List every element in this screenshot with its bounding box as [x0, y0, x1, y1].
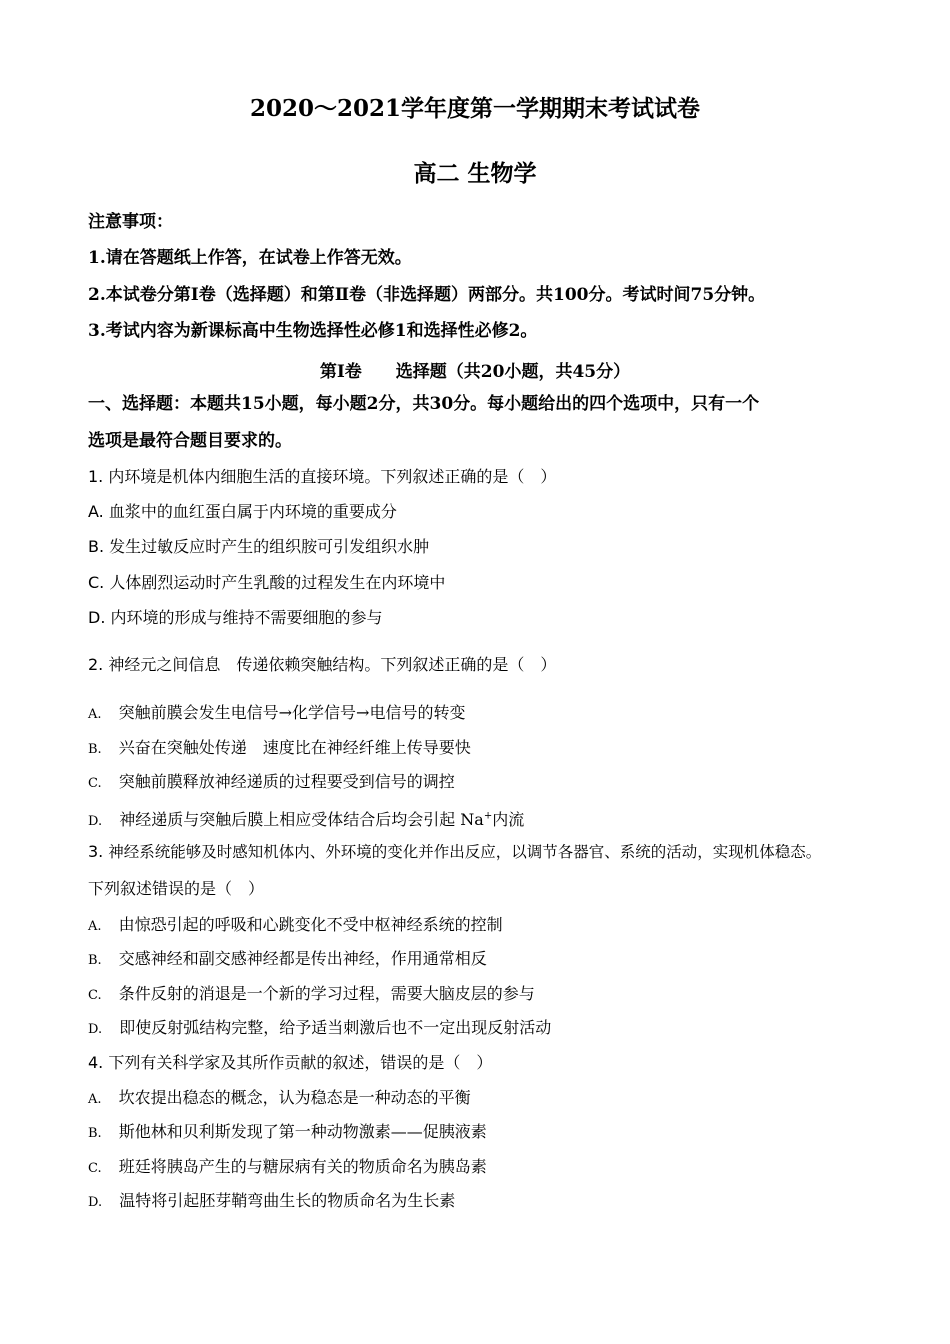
- question-stem: 下列有关科学家及其所作贡献的叙述，错误的是（ ）: [108, 1053, 493, 1072]
- option-text: 内环境的形成与维持不需要细胞的参与: [110, 608, 383, 627]
- option-a: [88, 702, 465, 726]
- option-c: [88, 1156, 487, 1180]
- option-letter: C.: [88, 988, 102, 1003]
- option-text: 条件反射的消退是一个新的学习过程，需要大脑皮层的参与: [118, 984, 535, 1003]
- option-letter: A.: [88, 919, 102, 934]
- question-number: 3.: [88, 842, 104, 861]
- option-text: 坎农提出稳态的概念，认为稳态是一种动态的平衡: [118, 1088, 471, 1107]
- option-letter: A.: [88, 1092, 102, 1107]
- note-item: 3.考试内容为新课标高中生物选择性必修1和选择性必修2。: [88, 321, 538, 341]
- option-letter: B.: [88, 742, 102, 757]
- option-a: [88, 501, 397, 523]
- question-number: 1.: [88, 467, 104, 486]
- option-letter: C.: [88, 776, 102, 791]
- option-b: [88, 948, 487, 972]
- exam-title: 2020～2021学年度第一学期期末考试试卷: [249, 95, 701, 122]
- option-text: 人体剧烈运动时产生乳酸的过程发生在内环境中: [109, 573, 446, 592]
- option-d: [88, 1017, 551, 1041]
- option-text: 班廷将胰岛产生的与糖尿病有关的物质命名为胰岛素: [118, 1157, 487, 1176]
- option-text: 温特将引起胚芽鞘弯曲生长的物质命名为生长素: [119, 1191, 456, 1210]
- option-text: 发生过敏反应时产生的组织胺可引发组织水肿: [109, 537, 430, 556]
- question-4: [88, 1052, 492, 1074]
- option-text: 斯他林和贝利斯发现了第一种动物激素——促胰液素: [118, 1122, 487, 1141]
- option-text: 交感神经和副交感神经都是传出神经，作用通常相反: [118, 949, 487, 968]
- option-letter: B.: [88, 537, 105, 556]
- question-1: [88, 466, 556, 488]
- option-text: 由惊恐引起的呼吸和心跳变化不受中枢神经系统的控制: [118, 915, 503, 934]
- option-b: [88, 737, 471, 761]
- option-letter: D.: [88, 814, 103, 830]
- option-letter: D.: [88, 1022, 103, 1037]
- option-letter: C.: [88, 573, 105, 592]
- option-b: [88, 536, 429, 558]
- section-instruction: 选项是最符合题目要求的。: [88, 431, 292, 451]
- question-stem: 神经元之间信息 传递依赖突触结构。下列叙述正确的是（ ）: [108, 655, 557, 674]
- subject-title: 高二 生物学: [413, 160, 537, 187]
- question-3: [88, 841, 821, 863]
- question-number: 4.: [88, 1053, 104, 1072]
- option-letter: D.: [88, 1195, 103, 1210]
- option-letter: A.: [88, 707, 102, 722]
- question-stem-continued: 下列叙述错误的是（ ）: [88, 879, 265, 898]
- notes-heading: 注意事项：: [88, 212, 173, 232]
- option-text-part: 内流: [492, 810, 525, 830]
- option-text: [119, 810, 524, 829]
- option-d: [88, 607, 383, 629]
- option-letter: A.: [88, 502, 104, 521]
- question-stem: 神经系统能够及时感知机体内、外环境的变化并作出反应，以调节各器官、系统的活动，实现机体稳态。: [108, 843, 822, 861]
- option-c: [88, 983, 535, 1007]
- question-stem: 内环境是机体内细胞生活的直接环境。下列叙述正确的是（ ）: [108, 467, 557, 486]
- option-text: 突触前膜会发生电信号→化学信号→电信号的转变: [118, 703, 466, 722]
- option-a: [88, 1087, 471, 1111]
- section-title: 第Ⅰ卷 选择题（共20小题，共45分）: [319, 362, 631, 382]
- option-d: [88, 806, 524, 833]
- note-item: 2.本试卷分第Ⅰ卷（选择题）和第Ⅱ卷（非选择题）两部分。共100分。考试时间75分钟。: [88, 285, 766, 305]
- option-letter: D.: [88, 608, 106, 627]
- note-item: 1.请在答题纸上作答，在试卷上作答无效。: [88, 248, 412, 268]
- option-a: [88, 914, 503, 938]
- option-c: [88, 771, 455, 795]
- option-letter: B.: [88, 1126, 102, 1141]
- option-letter: C.: [88, 1161, 102, 1176]
- superscript: +: [483, 811, 493, 822]
- option-b: [88, 1121, 487, 1145]
- option-c: [88, 572, 445, 594]
- section-instruction: 一、选择题：本题共15小题，每小题2分，共30分。每小题给出的四个选项中，只有一个: [88, 394, 760, 414]
- option-text-part: 神经递质与突触后膜上相应受体结合后均会引起 Na: [119, 810, 484, 830]
- question-2: [88, 654, 556, 676]
- option-text: 兴奋在突触处传递 速度比在神经纤维上传导要快: [118, 738, 471, 757]
- option-d: [88, 1190, 455, 1214]
- option-text: 血浆中的血红蛋白属于内环境的重要成分: [108, 502, 397, 521]
- option-letter: B.: [88, 953, 102, 968]
- option-text: 即使反射弧结构完整，给予适当刺激后也不一定出现反射活动: [119, 1018, 552, 1037]
- option-text: 突触前膜释放神经递质的过程要受到信号的调控: [118, 772, 455, 791]
- question-number: 2.: [88, 655, 104, 674]
